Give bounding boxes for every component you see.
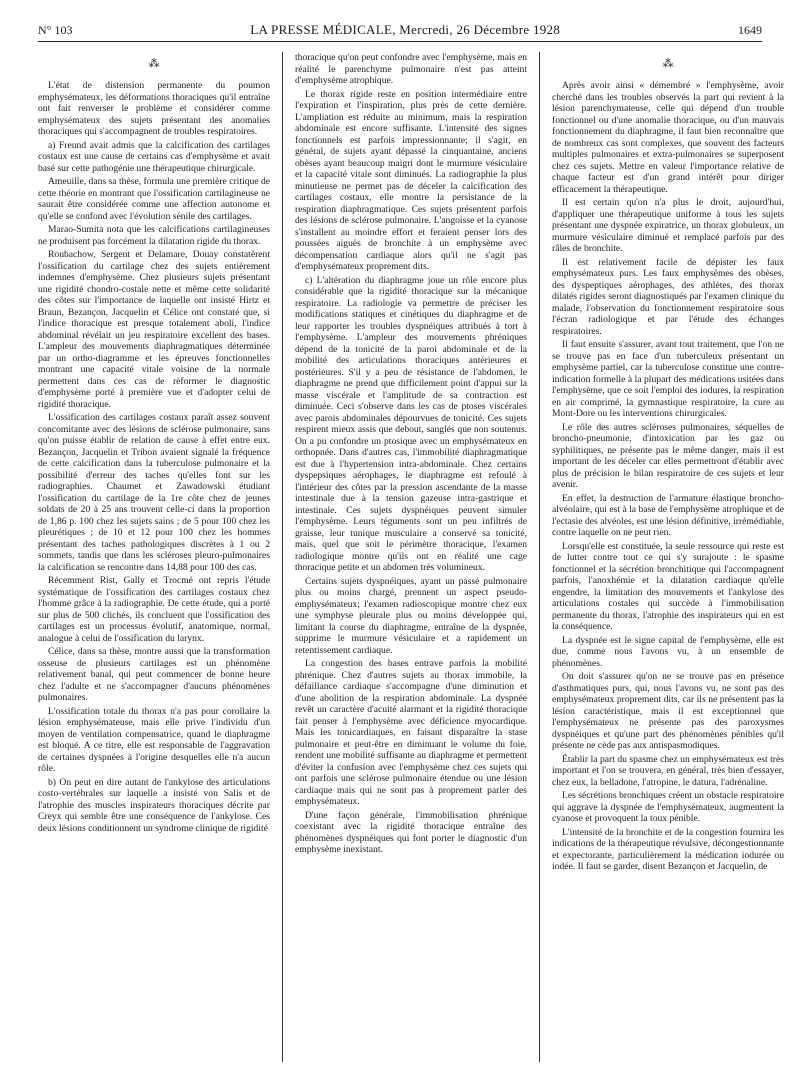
paragraph: Récemment Rist, Gally et Trocmé ont repris l'étude systématique de l'ossification des cartilages costaux chez l'homme grâce à la radiographie. De cette étude, qui a porté sur plus de 500 clichés, ils concluent que l'ossification des cartilages est un processus évolutif, anatomique, normal, analogue à celui de l'ossification du larynx. xyxy=(38,575,270,644)
paragraph: L'ossification totale du thorax n'a pas pour corollaire la lésion emphysémateuse, mais elle prive l'individu d'un moyen de ventilation compensatrice, quand le diaphragme est bloqué. A ce titre, elle est responsable de l'aggravation de certaines dyspnées à l'origine desquelles elle n'a aucun rôle. xyxy=(38,705,270,774)
paragraph: Après avoir ainsi « démembré » l'emphysème, avoir cherché dans les troubles observés la part qui revient à la lésion parenchymateuse, celle qui dépend d'un trouble fonctionnel ou d'une anomalie thoracique, ou d'un mauvais fonctionnement du diaphragme, il faut bien reconnaître que de nombreux cas sont complexes, que souvent des facteurs multiples pulmonaires et extra-pulmonaires se superposent chez ces sujets. Mettre en valeur l'importance relative de chaque facteur est d'un grand intérêt pour diriger efficacement la thérapeutique. xyxy=(552,80,784,195)
paragraph: L'intensité de la bronchite et de la congestion fournira les indications de la thérapeutique révulsive, décongestionnante et expectorante, particulièrement la médication iodurée ou iodée. Il faut se garder, disent Bezançon et Jacquelin, de xyxy=(552,826,784,872)
paragraph: L'ossification des cartilages costaux paraît assez souvent concomitante avec des lésions de sclérose pulmonaire, sans qu'on puisse établir de relation de cause à effet entre eux. Bezançon, Jacquelin et Tribon avaient signalé la fréquence de cette calcification dans la tuberculose pulmonaire et la possibilité d'erreur des taches qu'elles font sur les radiographies. Chaumet et Zawadowski étudiant l'ossification du cartilage de la 1re côte chez de jeunes soldats de 20 à 25 ans trouvent celle-ci dans la proportion de 1,86 p. 100 chez les sujets sains ; de 5 pour 100 chez les pleurétiques ; de 10 et 12 pour 100 chez les hommes présentant des taches pathologiques discrètes à 1 ou 2 sommets, tandis que dans les scléroses pleuro-pulmonaires la calcification se rencontre dans 14,88 pour 100 des cas. xyxy=(38,412,270,573)
article-columns xyxy=(38,52,784,1072)
paragraph: Établir la part du spasme chez un emphysémateux est très important et l'on se trouvera, en général, très bien d'essayer, chez eux, la belladone, l'atropine, le datura, l'adrénaline. xyxy=(552,753,784,788)
paragraph: L'état de distension permanente du poumon emphysémateux, les déformations thoraciques qu'il entraîne ont fait renverser le problème et considérer comme emphysémateux des sujets présentant des anomalies thoraciques qui s'accompagnent de troubles respiratoires. xyxy=(38,80,270,137)
paragraph: La congestion des bases entrave parfois la mobilité phrénique. Chez d'autres sujets au thorax immobile, la défaillance cardiaque s'accompagne d'une diminution et d'une abolition de la respiration abdominale. La dyspnée revêt un caractère d'acuité alarmant et la rigidité thoracique fait penser à l'emphysème avec déficience myocardique. Mais les tonicardiaques, en faisant disparaître la stase pulmonaire et peut-être en diminuant le volume du foie, rendent une mobilité suffisante au diaphragme et permettent d'éviter la confusion avec l'emphysème chez ces sujets qui ont parfois une sclérose pulmonaire étendue ou une lésion cardiaque mais qui ne sont pas à proprement parler des emphysémateux. xyxy=(295,658,527,807)
paragraph: La dyspnée est le signe capital de l'emphysème, elle est due, comme nous l'avons vu, à un ensemble de phénomènes. xyxy=(552,634,784,669)
journal-title: LA PRESSE MÉDICALE, Mercredi, 26 Décembre 1928 xyxy=(250,22,561,37)
header-rule xyxy=(38,41,762,42)
paragraph: Le rôle des autres scléroses pulmonaires, séquelles de broncho-pneumonie, d'intoxication par les gaz ou syphilitiques, ne présente pas le même danger, mais il est important de les déceler car elles permettront d'établir avec plus de précision le bilan respiratoire de ces sujets et leur avenir. xyxy=(552,421,784,490)
paragraph: On doit s'assurer qu'on ne se trouve pas en présence d'asthmatiques purs, qui, nous l'avons vu, ne sont pas des emphysémateux proprement dits, car ils ne présentent pas la lésion caractéristique, mais il est exceptionnel que l'emphysémateux ne présente pas des paroxysmes dyspnéiques et qu'une part des phénomènes pénibles qu'il présente ne cède pas aux antispasmodiques. xyxy=(552,671,784,751)
paragraph: Roubachow, Sergent et Delamare, Douay constatèrent l'ossification du cartilage chez des sujets entièrement indemnes d'emphysème. Chez plusieurs sujets présentant une rigidité chondro-costale nette et même cette solidarité des côtes sur l'importance de laquelle ont insisté Hirtz et Braun, Bezançon, Jacquelin et Célice ont constaté que, si l'indice thoracique est presque totalement aboli, l'indice abdominal révélait un jeu respiratoire excellent des bases. L'ampleur des mouvements diaphragmatiques déterminée par un ortho-diagramme et les épreuves fonctionnelles montrant une capacité vitale voisine de la normale permettent dans ces cas de réformer le diagnostic d'emphysème porté à première vue et d'adopter celui de rigidité thoracique. xyxy=(38,249,270,410)
paragraph: En effet, la destruction de l'armature élastique broncho-alvéolaire, qui est à la base de l'emphysème atrophique et de l'ectasie des alvéoles, est une lésion définitive, irrémédiable, contre laquelle on ne peut rien. xyxy=(552,492,784,538)
paragraph: Il faut ensuite s'assurer, avant tout traitement, que l'on ne se trouve pas en face d'un tuberculeux présentant un emphysème partiel, car la tuberculose constitue une contre-indication formelle à la plupart des médications usitées dans l'emphysème, que ce soit l'emploi des iodures, la respiration en air comprimé, la gymnastique respiratoire, la cure au Mont-Dore ou les interventions chirurgicales. xyxy=(552,339,784,419)
page-header xyxy=(38,22,762,42)
paragraph: Célice, dans sa thèse, montre aussi que la transformation osseuse de plusieurs cartilages est un phénomène relativement banal, qui peut commencer de bonne heure chez l'adulte et ne s'accompagner d'aucuns phénomènes pulmonaires. xyxy=(38,646,270,703)
paragraph: Il est relativement facile de dépister les faux emphysémateux purs. Les faux emphysèmes des obèses, des dyspeptiques aérophages, des athlètes, des thorax dilatés rigides seront diagnostiqués par l'examen clinique du malade, l'observation du fonctionnement respiratoire sous l'écran radiologique et par l'étude des échanges respiratoires. xyxy=(552,256,784,337)
paragraph: Le thorax rigide reste en position intermédiaire entre l'expiration et l'inspiration, plus près de cette dernière. L'ampliation est réduite au minimum, mais la respiration abdominale est encore suffisante. L'intensité des signes fonctionnels est parfois impressionnante; il s'agit, en général, de sujets ayant dépassé la cinquantaine, anciens obèses ayant beaucoup maigri dont le murmure vésiculaire et la capacité vitale sont diminués. La radiographie la plus minutieuse ne permet pas de déceler la calcification des cartilages costaux, elle montre la persistance de la respiration diaphragmatique. Ces sujets présentent parfois des lésions de sclérose pulmonaire. L'angoisse et la cyanose s'installent au moindre effort et feraient penser lors des poussées aiguës de bronchite à un emphysème avec décompensation cardiaque alors qu'il ne s'agit pas d'emphysémateux proprement dits. xyxy=(295,88,527,272)
column-2 xyxy=(295,52,527,1064)
paragraph: Marao-Sumita nota que les calcifications cartilagineuses ne produisent pas forcément la dilatation rigide du thorax. xyxy=(38,224,270,247)
paragraph: b) On peut en dire autant de l'ankylose des articulations costo-vertébrales sur laquelle a insisté von Salis et de l'atrophie des muscles inspirateurs thoraciques décrite par Creyx qui semble être une conséquence de l'ankylose. Ces deux lésions conditionnent un syndrome clinique de rigidité xyxy=(38,776,270,834)
paragraph: Ameuille, dans sa thèse, formula une première critique de cette théorie en montrant que l'ossification cartilagineuse ne saurait être considérée comme une affection autonome et qu'elle se confond avec l'évolution sénile des cartilages. xyxy=(38,176,270,222)
paragraph: c) L'altération du diaphragme joue un rôle encore plus considérable que la rigidité thoracique sur la mécanique respiratoire. La radiologie va permettre de préciser les modifications statiques et cinétiques du diaphragme et de leur rapporter les troubles dyspnéiques attribués à tort à l'emphysème. L'ampleur des mouvements phréniques dépend de la tonicité de la paroi abdominale et de la mobilité des articulations thoraciques antérieures et postérieures. S'il y a peu de résistance de l'abdomen, le diaphragme ne prend que difficilement point d'appui sur la masse viscérale et l'amplitude de sa contraction est diminuée. Ceci s'observe dans les cas de ptoses viscérales avec parois abdominales dépourvues de tonicité. Ces sujets respirent mieux assis que debout, sanglés que non soutenus. On a pu confondre un ptosique avec un emphysémateux en orthopnée. Dans d'autres cas, l'immobilité diaphragmatique est due à l'hypertension intra-abdominale. Chez certains dyspepsiques aérophages, le diaphragme est refoulé à l'intérieur des côtes par la pression ascendante de la masse intestinale due à la tension gazeuse intra-gastrique et intestinale. Ces sujets dyspnéiques peuvent simuler l'emphysème. Leurs téguments sont un peu infiltrés de graisse, leur tunique musculaire a conservé sa tonicité, mais, quel que soit le périmètre thoracique, l'examen radiologique montre qu'ils ont en réalité une cage thoracique petite et un abdomen très volumineux. xyxy=(295,274,527,573)
paragraph: Lorsqu'elle est constituée, la seule ressource qui reste est de lutter contre tout ce qui s'y surajoute : le spasme fonctionnel et la sécrétion bronchitique qui l'accompagnent parfois, l'anoxhémie et la dilatation cardiaque qu'elle engendre, la limitation des mouvements et l'ankylose des articulations costales qui succède à l'immobilisation permanente du thorax, l'atrophie des inspirateurs qui en est la conséquence. xyxy=(552,540,784,632)
column-divider xyxy=(539,52,540,1062)
issue-number: N° 103 xyxy=(38,23,73,37)
paragraph: Certains sujets dyspnéiques, ayant un passé pulmonaire plus ou moins chargé, prennent un aspect pseudo-emphysémateux; l'examen radioscopique montre chez eux une symphyse pleurale plus ou moins développée qui, limitant la course du diaphragme, entraîne de la dyspnée, supprime le murmure vésiculaire et a rapidement un retentissement cardiaque. xyxy=(295,575,527,656)
page-number: 1649 xyxy=(738,23,762,37)
section-ornament: ⁂ xyxy=(662,57,674,70)
column-1 xyxy=(38,52,270,1064)
paragraph: D'une façon générale, l'immobilisation phrénique coexistant avec la rigidité thoracique entraîne des phénomènes dyspnéiques qui font porter le diagnostic d'un emphysème inexistant. xyxy=(295,809,527,855)
paragraph: Il est certain qu'on n'a plus le droit, aujourd'hui, d'appliquer une thérapeutique uniforme à tous les sujets présentant une dyspnée expiratrice, un thorax globuleux, un murmure vésiculaire diminué et remplacé parfois par des râles de bronchite. xyxy=(552,197,784,254)
paragraph: a) Freund avait admis que la calcification des cartilages costaux est une cause de certains cas d'emphysème et avait basé sur cette pathogénie une thérapeutique chirurgicale. xyxy=(38,139,270,174)
section-ornament: ⁂ xyxy=(148,57,160,70)
column-3 xyxy=(552,52,784,1064)
column-divider xyxy=(282,52,283,1062)
paragraph: Les sécrétions bronchiques créent un obstacle respiratoire qui aggrave la dyspnée de l'emphysémateux, augmentent la cyanose et provoquent la toux pénible. xyxy=(552,790,784,824)
paragraph: thoracique qu'on peut confondre avec l'emphysème, mais en réalité le parenchyme pulmonaire n'est pas atteint d'emphysème atrophique. xyxy=(295,52,527,86)
